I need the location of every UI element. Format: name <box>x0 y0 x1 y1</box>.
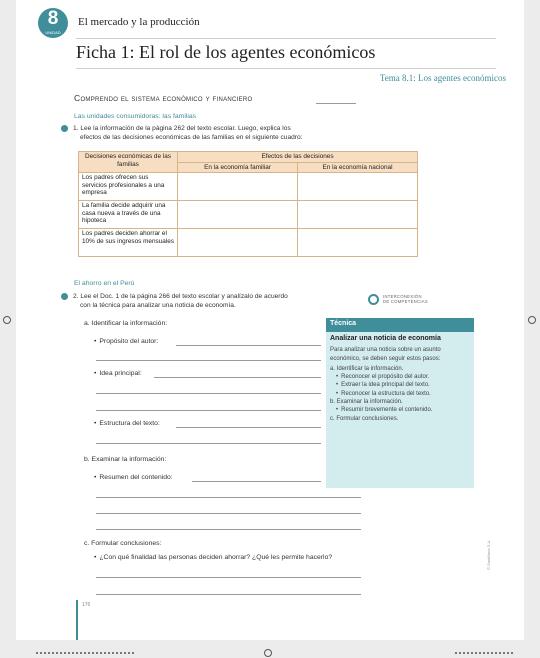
technique-step: b. Examinar la información. <box>330 399 403 406</box>
question-1 <box>73 125 302 142</box>
answer-line[interactable] <box>96 577 361 578</box>
question-2 <box>73 293 288 310</box>
topic-label: Tema 8.1: Los agentes económicos <box>379 73 506 83</box>
answer-cell[interactable] <box>298 201 418 229</box>
answer-line[interactable] <box>176 427 321 428</box>
answer-cell[interactable] <box>298 229 418 257</box>
subheading: Las unidades consumidoras: las familias <box>74 113 197 120</box>
answer-line[interactable] <box>96 497 361 498</box>
page-number: 176 <box>82 602 91 608</box>
technique-intro: Para analizar una noticia sobre un asunto económico, se deben seguir estos pasos: <box>330 347 441 362</box>
part-c-item: • ¿Con qué finalidad las personas deciden ahorrar? ¿Qué les permite hacerlo? <box>94 554 332 561</box>
registration-mark-right <box>528 316 536 324</box>
part-c-title: c. Formular conclusiones: <box>84 540 162 547</box>
part-b-item: • Resumen del contenido: <box>94 474 173 481</box>
crop-strip <box>36 652 136 654</box>
badge-line2: DE COMPETENCIAS <box>383 299 428 305</box>
unit-number: 8 <box>47 8 59 29</box>
answer-line[interactable] <box>192 481 321 482</box>
table-row-label: Los padres ofrecen sus servicios profesionales a una empresa <box>79 173 178 201</box>
page-margin-bar <box>76 600 78 640</box>
answer-line[interactable] <box>96 513 361 514</box>
table-header-decisions: Decisiones económicas de las familias <box>79 152 178 173</box>
table-header-national-economy: En la economía nacional <box>298 162 418 173</box>
answer-line[interactable] <box>96 393 321 394</box>
table-header-family-economy: En la economía familiar <box>178 162 298 173</box>
technique-box <box>326 318 474 488</box>
question-1-line1: 1. Lee la información de la página 262 del texto escolar. Luego, explica los <box>73 125 291 132</box>
registration-mark-bottom <box>264 649 272 657</box>
technique-step: • Reconocer el propósito del autor. <box>330 373 470 381</box>
competence-icon <box>61 125 68 132</box>
answer-cell[interactable] <box>178 201 298 229</box>
table-header-effects: Efectos de las decisiones <box>178 152 418 163</box>
answer-cell[interactable] <box>298 173 418 201</box>
answer-cell[interactable] <box>178 229 298 257</box>
part-a-item: • Estructura del texto: <box>94 420 160 427</box>
question-2-line1: 2. Lee el Doc. 1 de la página 266 del texto escolar y analízalo de acuerdo <box>73 293 288 300</box>
answer-line[interactable] <box>154 377 321 378</box>
crop-strip <box>455 652 515 654</box>
section-heading-text: Comprendo el sistema económico y financiero <box>74 93 253 103</box>
answer-line[interactable] <box>96 410 321 411</box>
table-row <box>79 173 418 201</box>
ahorro-caption: El ahorro en el Perú <box>74 280 135 287</box>
technique-title: Analizar una noticia de economía <box>330 335 441 342</box>
unit-title: El mercado y la producción <box>78 16 200 28</box>
technique-step: • Reconocer la estructura del texto. <box>330 390 470 398</box>
unit-label: UNIDAD <box>45 30 61 35</box>
interconnection-badge <box>383 294 428 304</box>
technique-step: a. Identificar la información. <box>330 365 404 372</box>
answer-line[interactable] <box>96 529 361 530</box>
table-row <box>79 229 418 257</box>
technique-step: • Extraer la idea principal del texto. <box>330 381 470 389</box>
decisions-table <box>78 151 418 257</box>
table-row-label: Los padres deciden ahorrar el 10% de sus ingresos mensuales <box>79 229 178 257</box>
interconnection-icon <box>368 294 379 305</box>
answer-line[interactable] <box>96 360 321 361</box>
part-a-item: • Idea principal: <box>94 370 142 377</box>
copyright-note: © Santillana S.A. <box>486 539 491 570</box>
badge-line1: INTERCONEXIÓN <box>383 294 422 299</box>
answer-line[interactable] <box>176 345 321 346</box>
header-rule <box>76 38 496 39</box>
answer-cell[interactable] <box>178 173 298 201</box>
table-row <box>79 201 418 229</box>
worksheet-page <box>16 0 524 640</box>
question-1-line2: efectos de las decisiones económicas de las familias en el siguiente cuadro: <box>80 133 303 141</box>
table-row-label: La familia decide adquirir una casa nueva a través de una hipoteca <box>79 201 178 229</box>
answer-line[interactable] <box>96 594 361 595</box>
section-heading-blank <box>316 103 356 104</box>
part-b-title: b. Examinar la información: <box>84 456 167 463</box>
answer-line[interactable] <box>96 443 321 444</box>
part-a-title: a. Identificar la información: <box>84 320 168 327</box>
technique-step: c. Formular conclusiones. <box>330 415 399 422</box>
sheet-title: Ficha 1: El rol de los agentes económicos <box>76 42 376 62</box>
title-rule <box>76 68 496 69</box>
technique-label: Técnica <box>326 318 474 332</box>
technique-step: • Resumir brevemente el contenido. <box>330 406 470 414</box>
section-heading <box>74 93 253 103</box>
registration-mark-left <box>3 316 11 324</box>
question-2-line2: con la técnica para analizar una noticia de economía. <box>80 301 236 309</box>
competence-icon <box>61 293 68 300</box>
unit-badge <box>38 8 68 38</box>
part-a-item: • Propósito del autor: <box>94 338 158 345</box>
